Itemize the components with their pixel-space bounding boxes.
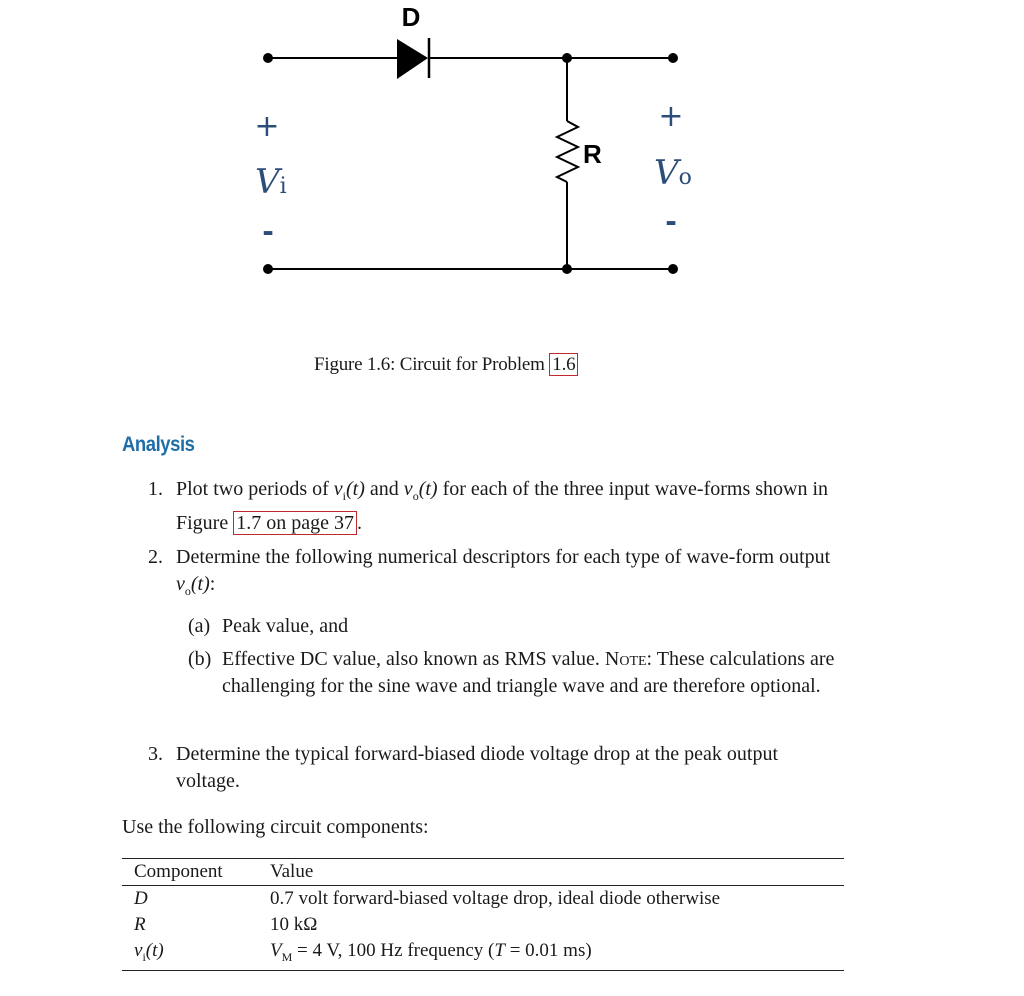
list-item-text: Determine the following numerical descriptors for each type of wave-form output $v_o(t)$:: [176, 546, 831, 598]
table-row: [122, 912, 844, 938]
list-item-text: Determine the typical forward-biased diode voltage drop at the peak output voltage.: [176, 743, 779, 792]
caption-problem-link[interactable]: 1.6: [549, 353, 578, 376]
component-cell: D: [134, 888, 148, 909]
figure-caption: [314, 354, 578, 376]
list-item-1: [148, 476, 838, 537]
input-plus-sign: +: [254, 109, 280, 144]
output-top-terminal: [668, 53, 678, 63]
components-table: [122, 858, 844, 971]
sub-item-label: (a): [188, 615, 211, 637]
input-bottom-terminal: [263, 264, 273, 274]
list-item-text: Plot two periods of $v_i(t)$ and $v_o(t)$ for each of the three input wave-forms shown in Figure 1.7 on page 37 .: [176, 478, 829, 534]
sub-item-b: [188, 646, 838, 700]
sub-item-text: Effective DC value, also known as RMS value. Note: These calculations are challenging for the sine wave and triangle wave and are therefore optional.: [222, 648, 835, 697]
list-item-3: [148, 741, 838, 795]
sub-item-a: [188, 613, 838, 640]
output-plus-sign: +: [658, 99, 684, 134]
value-cell: 10 kΩ: [270, 914, 318, 935]
junction-top: [562, 53, 572, 63]
table-row: [122, 938, 844, 970]
circuit-diagram: [0, 0, 1024, 300]
output-voltage-label: Vo: [654, 153, 692, 193]
section-heading: Analysis: [122, 433, 195, 456]
diode-icon: [397, 38, 429, 79]
sub-item-label: (b): [188, 648, 212, 670]
junction-bottom: [562, 264, 572, 274]
diode-label: D: [401, 2, 421, 32]
input-voltage-label: Vi: [255, 162, 287, 202]
output-minus-sign: -: [665, 205, 677, 238]
figure-page-link[interactable]: 1.7 on page 37: [233, 511, 357, 535]
note-label: Note:: [604, 648, 653, 670]
table-header-row: [122, 859, 844, 886]
component-cell: R: [134, 914, 146, 935]
value-cell: 0.7 volt forward-biased voltage drop, ideal diode otherwise: [270, 888, 721, 909]
component-cell: $v_i(t)$: [134, 940, 164, 964]
input-minus-sign: -: [262, 215, 274, 248]
caption-text: Figure 1.6: Circuit for Problem: [314, 354, 550, 375]
list-item-2: [148, 544, 838, 605]
table-row: [122, 886, 844, 913]
output-bottom-terminal: [668, 264, 678, 274]
column-header-value: Value: [270, 861, 314, 882]
list-number: 1.: [148, 478, 163, 500]
sub-item-text: Peak value, and: [222, 615, 349, 637]
resistor-icon: [557, 121, 578, 182]
column-header-component: Component: [134, 861, 223, 882]
list-number: 3.: [148, 743, 163, 765]
components-intro: Use the following circuit components:: [122, 816, 429, 838]
value-cell: $V_M = 4$ V, 100 Hz frequency (T = 0.01 ms): [270, 940, 592, 964]
list-number: 2.: [148, 546, 163, 568]
resistor-label: R: [583, 139, 602, 169]
input-top-terminal: [263, 53, 273, 63]
